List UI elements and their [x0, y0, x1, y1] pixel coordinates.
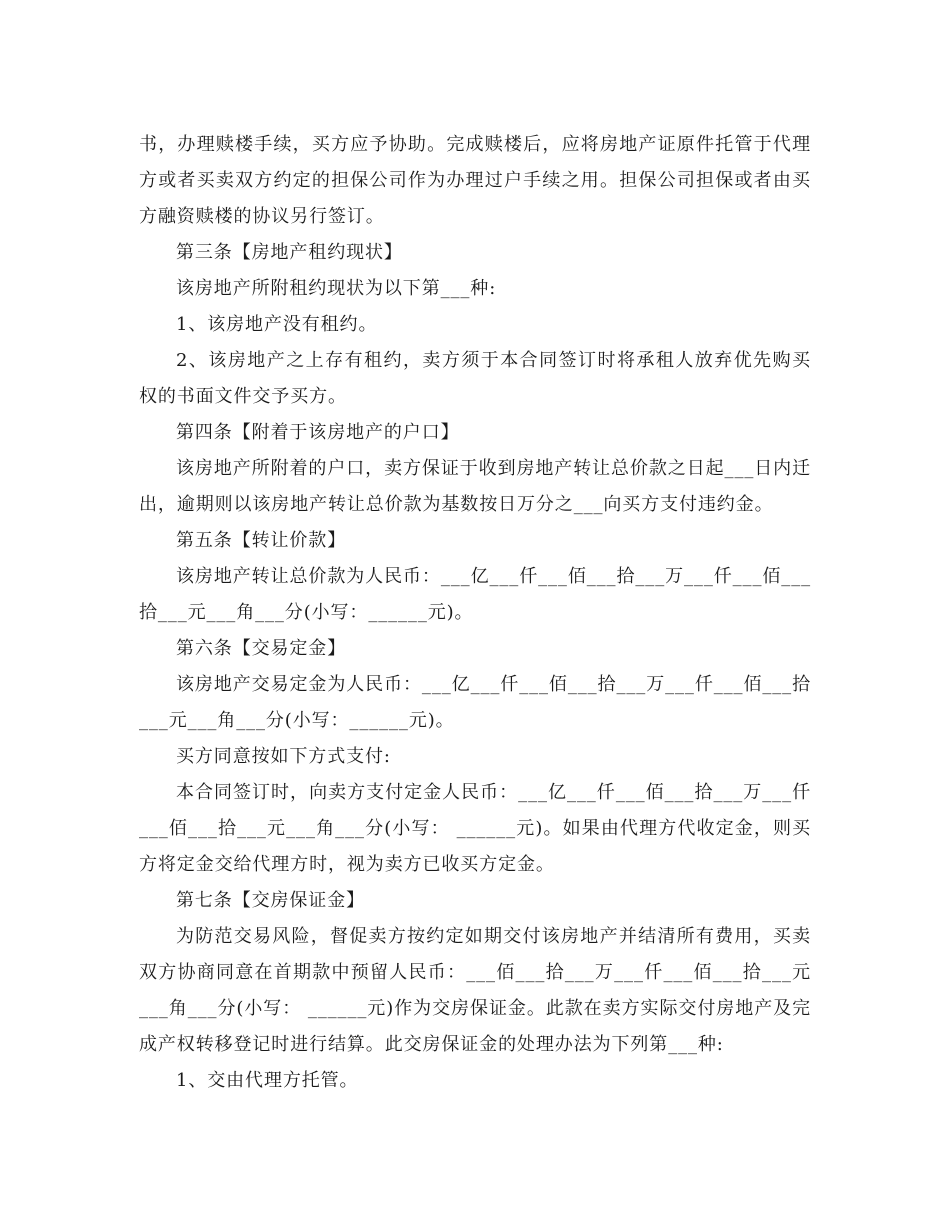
article-6-body: 该房地产交易定金为人民币：___亿___仟___佰___拾___万___仟___佰___拾___元___角___分(小写：______元)。	[139, 674, 811, 731]
article-3-item-2: 2、该房地产之上存有租约，卖方须于本合同签订时将承租人放弃优先购买权的书面文件交予买方。	[139, 350, 811, 407]
article-6-payment-body: 本合同签订时，向卖方支付定金人民币：___亿___仟___佰___拾___万___仟___佰___拾___元___角___分(小写： ______元)。如果由代理方代收定金，则买方将定金交给代理方时，视为卖方已收买方定金。	[139, 782, 811, 875]
paragraph-continuation: 书，办理赎楼手续，买方应予协助。完成赎楼后，应将房地产证原件托管于代理方或者买卖双方约定的担保公司作为办理过户手续之用。担保公司担保或者由买方融资赎楼的协议另行签订。	[139, 134, 811, 227]
article-5-heading: 第五条【转让价款】	[176, 530, 347, 551]
article-6-heading: 第六条【交易定金】	[176, 638, 347, 659]
article-4-body: 该房地产所附着的户口，卖方保证于收到房地产转让总价款之日起___日内迁出，逾期则以该房地产转让总价款为基数按日万分之___向买方支付违约金。	[139, 458, 811, 515]
article-7-body: 为防范交易风险，督促卖方按约定如期交付该房地产并结清所有费用，买卖双方协商同意在首期款中预留人民币：___佰___拾___万___仟___佰___拾___元___角___分(小写： ______元)作为交房保证金。此款在卖方实际交付房地产及完成产权转移登记时进行结算。此交房保证金的处理办法为下列第___种:	[139, 926, 811, 1055]
article-5-body: 该房地产转让总价款为人民币：___亿___仟___佰___拾___万___仟___佰___拾___元___角___分(小写：______元)。	[139, 566, 811, 623]
article-3-heading: 第三条【房地产租约现状】	[176, 242, 403, 263]
article-3-intro: 该房地产所附租约现状为以下第___种:	[176, 278, 497, 299]
article-7-heading: 第七条【交房保证金】	[176, 890, 365, 911]
article-4-heading: 第四条【附着于该房地产的户口】	[176, 422, 460, 443]
document-body	[139, 127, 811, 1099]
article-6-payment-intro: 买方同意按如下方式支付:	[176, 746, 391, 767]
article-7-item-1: 1、交由代理方托管。	[176, 1070, 359, 1091]
article-3-item-1: 1、该房地产没有租约。	[176, 314, 378, 335]
